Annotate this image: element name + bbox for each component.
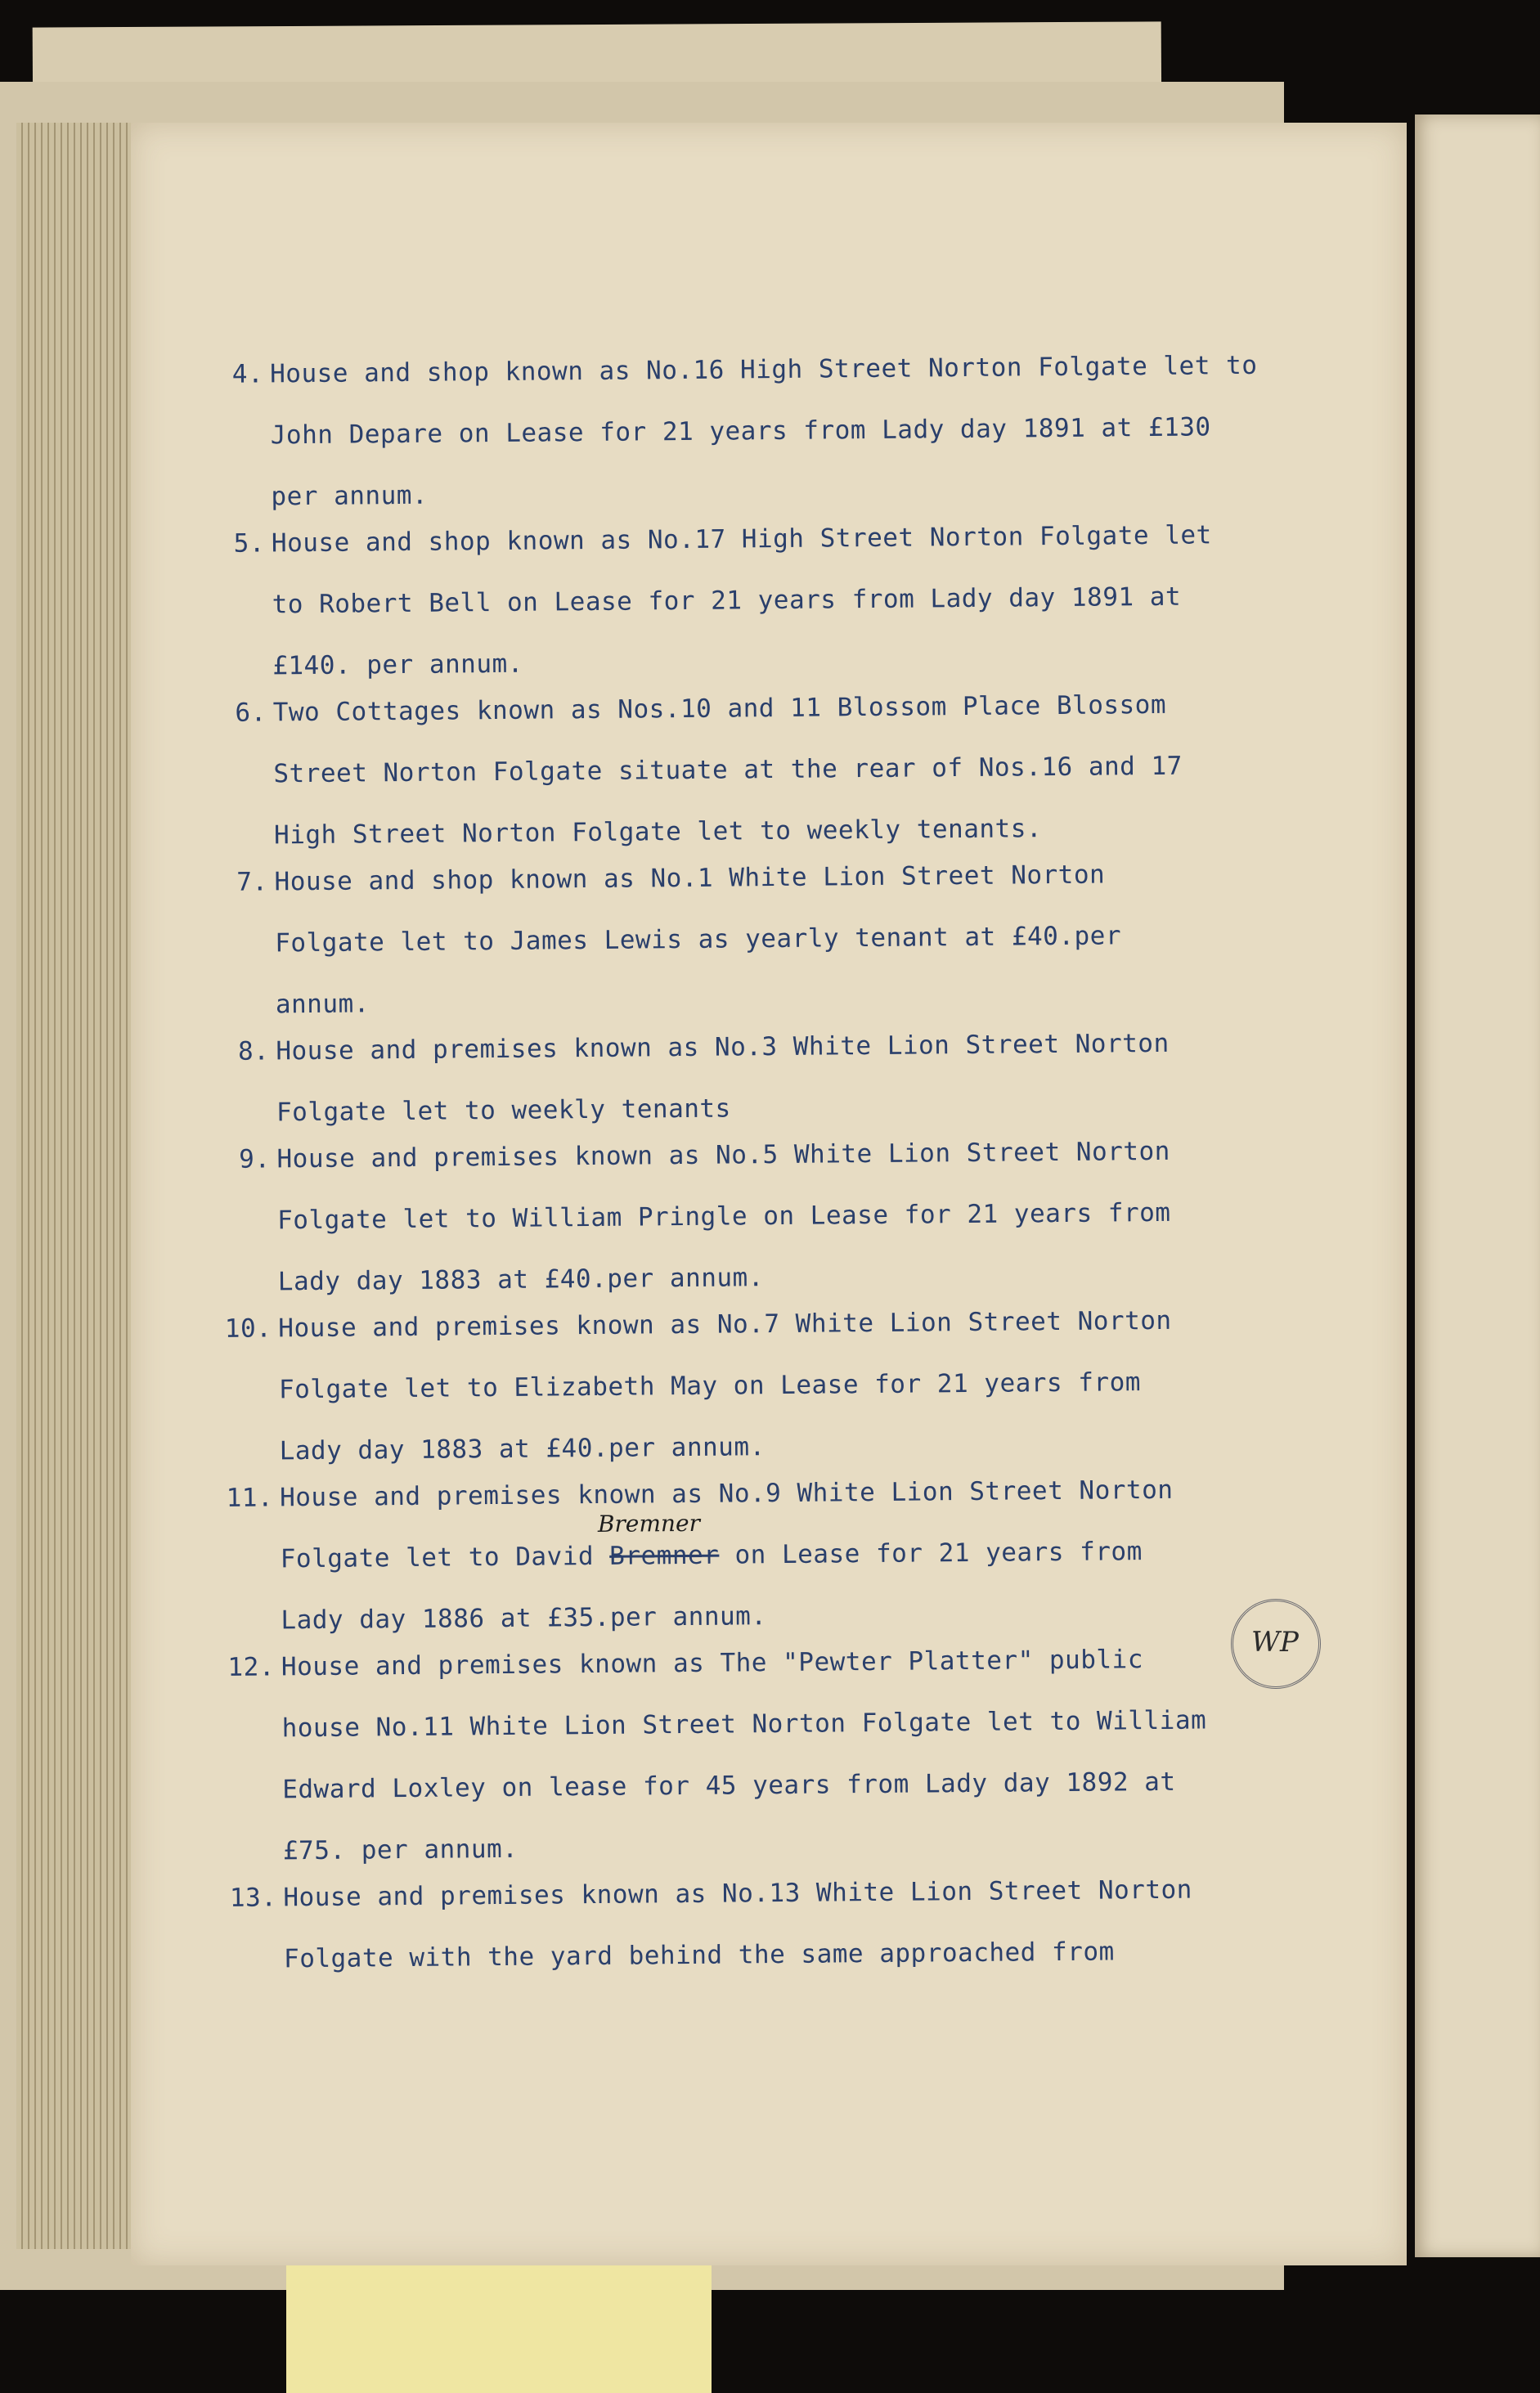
entry-6 xyxy=(216,689,1281,851)
entry-line: annum. xyxy=(275,989,370,1020)
entry-line: Two Cottages known as Nos.10 and 11 Blossom Place Blossom xyxy=(272,689,1167,728)
entry-line: House and shop known as No.17 High Street Norton Folgate let xyxy=(271,520,1212,559)
entry-line: House and premises known as No.13 White Lion Street Norton xyxy=(283,1874,1193,1913)
entry-13 xyxy=(226,1874,1290,1975)
entry-line: House and shop known as No.16 High Street Norton Folgate let to xyxy=(269,350,1258,389)
entry-number: 7. xyxy=(236,867,268,897)
entry-line: Street Norton Folgate situate at the rear of Nos.16 and 17 xyxy=(273,751,1183,789)
entry-line: Lady day 1883 at £40.per annum. xyxy=(277,1263,765,1297)
entry-12 xyxy=(224,1644,1289,1867)
entry-line: Lady day 1886 at £35.per annum. xyxy=(281,1601,767,1636)
entry-line: Edward Loxley on lease for 45 years from Lady day 1892 at xyxy=(282,1767,1176,1805)
seal-initials: WP xyxy=(1251,1626,1299,1659)
paper-tab xyxy=(286,2265,712,2393)
entry-line: Folgate with the yard behind the same approached from xyxy=(283,1937,1115,1974)
struck-text: Bremner xyxy=(609,1540,720,1571)
entry-line-with-correction xyxy=(280,1509,1286,1575)
entry-number: 5. xyxy=(233,528,266,559)
registry-seal xyxy=(1231,1599,1321,1689)
entry-line: House and shop known as No.1 White Lion Street Norton xyxy=(274,860,1106,897)
struck-surname xyxy=(597,1509,720,1571)
line-text: on Lease for 21 years from xyxy=(719,1537,1143,1570)
line-text: Folgate let to David xyxy=(280,1541,610,1574)
entry-7 xyxy=(217,859,1282,1021)
entry-line: £75. per annum. xyxy=(282,1834,519,1866)
entry-line: house No.11 White Lion Street Norton Folgate let to William xyxy=(281,1705,1207,1744)
entry-4 xyxy=(213,351,1277,513)
facing-page xyxy=(1415,114,1540,2257)
page-stack-edges xyxy=(16,123,139,2249)
entry-line: House and premises known as No.9 White Lion Street Norton xyxy=(279,1475,1174,1513)
entry-line: Folgate let to Elizabeth May on Lease for 21 years from xyxy=(278,1367,1142,1405)
entry-line: Folgate let to James Lewis as yearly tenant at £40.per xyxy=(275,921,1122,959)
entry-8 xyxy=(218,1028,1282,1129)
entry-5 xyxy=(214,520,1279,682)
entry-line: John Depare on Lease for 21 years from Lady day 1891 at £130 xyxy=(270,412,1211,451)
entry-line: per annum. xyxy=(271,480,429,512)
entry-11 xyxy=(222,1475,1287,1636)
entry-10 xyxy=(221,1305,1286,1467)
entry-number: 6. xyxy=(235,698,267,728)
entry-number: 12. xyxy=(227,1652,276,1682)
entry-9 xyxy=(219,1136,1284,1298)
entry-line: House and premises known as No.5 White Lion Street Norton xyxy=(276,1136,1170,1174)
typed-text xyxy=(213,351,1290,1991)
entry-line: to Robert Bell on Lease for 21 years from Lady day 1891 at xyxy=(272,581,1182,620)
entry-number: 9. xyxy=(239,1144,271,1174)
entry-line: High Street Norton Folgate let to weekly tenants. xyxy=(273,814,1043,851)
entry-line: Folgate let to William Pringle on Lease for 21 years from xyxy=(277,1197,1171,1236)
entry-number: 4. xyxy=(231,359,264,389)
entry-line: House and premises known as The "Pewter Platter" public xyxy=(281,1645,1144,1682)
entry-number: 8. xyxy=(237,1036,270,1066)
entry-line: House and premises known as No.7 White Lion Street Norton xyxy=(278,1305,1172,1344)
entry-line: Folgate let to weekly tenants xyxy=(276,1093,731,1128)
entry-line: £140. per annum. xyxy=(272,649,524,681)
entry-line: Lady day 1883 at £40.per annum. xyxy=(279,1432,766,1466)
entry-number: 11. xyxy=(226,1483,274,1513)
handwritten-correction: Bremner xyxy=(597,1509,701,1538)
entry-number: 13. xyxy=(229,1883,277,1913)
entry-number: 10. xyxy=(224,1313,272,1344)
entry-line: House and premises known as No.3 White Lion Street Norton xyxy=(276,1028,1170,1066)
